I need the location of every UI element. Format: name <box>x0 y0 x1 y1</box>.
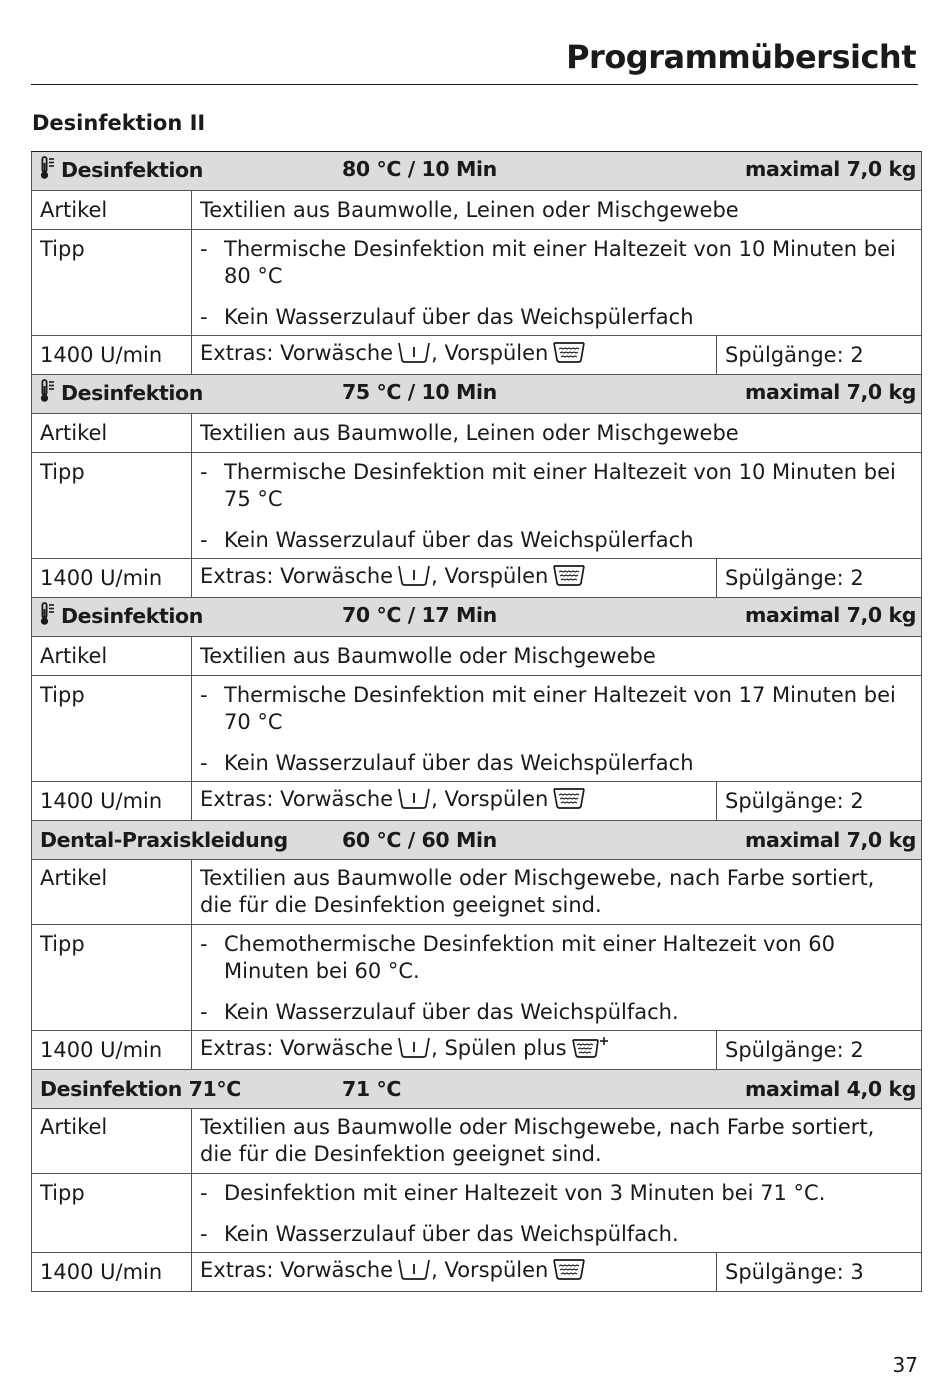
program-max-load: maximal 7,0 kg <box>745 602 917 627</box>
rinse-count: Spülgänge: 2 <box>717 336 922 375</box>
extras-second: , Spülen plus <box>431 1036 567 1060</box>
tip-dash: - <box>200 1000 208 1024</box>
thermometer-icon <box>40 379 55 410</box>
spin-speed: 1400 U/min <box>32 1253 192 1292</box>
program-footer-row <box>32 336 922 375</box>
extras-cell <box>192 336 717 375</box>
rinse-count: Spülgänge: 2 <box>717 559 922 598</box>
spin-speed: 1400 U/min <box>32 336 192 375</box>
tipp-label: Tipp <box>32 925 192 1031</box>
rinse-plus-icon <box>571 1036 609 1065</box>
program-name-group <box>40 602 342 633</box>
artikel-text: Textilien aus Baumwolle oder Mischgewebe, nach Farbe sortiert, die für die Desinfektion geeignet sind. <box>192 860 922 925</box>
tip-dash: - <box>200 237 208 261</box>
program-name: Desinfektion <box>61 603 203 628</box>
tip-dash: - <box>200 932 208 956</box>
tip-text: Thermische Desinfektion mit einer Haltezeit von 10 Minuten bei 75 °C <box>224 460 896 511</box>
artikel-row <box>32 860 922 925</box>
extras-prefix: Extras: Vorwäsche <box>200 1036 394 1060</box>
tip-item <box>200 527 913 554</box>
tip-dash: - <box>200 460 208 484</box>
tipp-row <box>32 676 922 782</box>
extras-second: , Vorspülen <box>431 787 549 811</box>
artikel-text: Textilien aus Baumwolle oder Mischgewebe <box>192 637 922 676</box>
program-name: Desinfektion 71°C <box>40 1076 241 1101</box>
program-max-load: maximal 7,0 kg <box>745 379 917 404</box>
artikel-row <box>32 414 922 453</box>
program-temp-time: 80 °C / 10 Min <box>342 156 497 181</box>
program-name-group <box>40 379 342 410</box>
tip-item <box>200 304 913 331</box>
extras-cell <box>192 1253 717 1292</box>
tip-item <box>200 931 913 985</box>
artikel-text: Textilien aus Baumwolle, Leinen oder Mischgewebe <box>192 414 922 453</box>
artikel-row <box>32 637 922 676</box>
program-footer-row <box>32 782 922 821</box>
rinse-count: Spülgänge: 3 <box>717 1253 922 1292</box>
program-name: Desinfektion <box>61 157 203 182</box>
program-name-group <box>40 1076 342 1103</box>
program-name-group <box>40 827 342 854</box>
tipp-content <box>192 925 922 1031</box>
prewash-icon <box>397 341 431 370</box>
extras-second: , Vorspülen <box>431 564 549 588</box>
tip-text: Kein Wasserzulauf über das Weichspülfach. <box>224 1000 679 1024</box>
tipp-label: Tipp <box>32 1174 192 1253</box>
extras-cell <box>192 782 717 821</box>
tip-dash: - <box>200 683 208 707</box>
program-temp-time: 60 °C / 60 Min <box>342 827 497 852</box>
tip-text: Desinfektion mit einer Haltezeit von 3 Minuten bei 71 °C. <box>224 1181 826 1205</box>
program-header-row <box>32 821 922 860</box>
page-number: 37 <box>892 1353 918 1377</box>
tip-text: Kein Wasserzulauf über das Weichspülerfach <box>224 305 694 329</box>
tipp-row <box>32 1174 922 1253</box>
tipp-label: Tipp <box>32 453 192 559</box>
thermometer-icon <box>40 602 55 633</box>
extras-second: , Vorspülen <box>431 341 549 365</box>
program-name: Desinfektion <box>61 380 203 405</box>
program-max-load: maximal 7,0 kg <box>745 827 917 852</box>
tipp-content <box>192 453 922 559</box>
extras-prefix: Extras: Vorwäsche <box>200 1258 394 1282</box>
spin-speed: 1400 U/min <box>32 559 192 598</box>
artikel-row <box>32 191 922 230</box>
prewash-icon <box>397 1036 431 1065</box>
tip-item <box>200 1221 913 1248</box>
tip-item <box>200 459 913 513</box>
tip-text: Thermische Desinfektion mit einer Haltezeit von 10 Minuten bei 80 °C <box>224 237 896 288</box>
extras-cell <box>192 1031 717 1070</box>
prewash-icon <box>397 564 431 593</box>
rinse-count: Spülgänge: 2 <box>717 782 922 821</box>
program-name-group <box>40 156 342 187</box>
program-temp-time: 70 °C / 17 Min <box>342 602 497 627</box>
tipp-row <box>32 925 922 1031</box>
prewash-icon <box>397 787 431 816</box>
artikel-label: Artikel <box>32 1109 192 1174</box>
program-temp-time: 71 °C <box>342 1076 401 1101</box>
program-header-row <box>32 1070 922 1109</box>
rinse-count: Spülgänge: 2 <box>717 1031 922 1070</box>
tip-text: Kein Wasserzulauf über das Weichspülerfach <box>224 751 694 775</box>
artikel-label: Artikel <box>32 860 192 925</box>
tipp-content <box>192 1174 922 1253</box>
artikel-label: Artikel <box>32 414 192 453</box>
program-max-load: maximal 7,0 kg <box>745 156 917 181</box>
spin-speed: 1400 U/min <box>32 782 192 821</box>
tipp-content <box>192 230 922 336</box>
program-header-row <box>32 375 922 414</box>
program-footer-row <box>32 1253 922 1292</box>
program-header-cell <box>32 375 922 414</box>
prerinse-icon <box>552 564 586 593</box>
program-footer-row <box>32 1031 922 1070</box>
prewash-icon <box>397 1258 431 1287</box>
artikel-row <box>32 1109 922 1174</box>
thermometer-icon <box>40 156 55 187</box>
tipp-label: Tipp <box>32 676 192 782</box>
tip-item <box>200 1180 913 1207</box>
extras-prefix: Extras: Vorwäsche <box>200 564 394 588</box>
tip-text: Chemothermische Desinfektion mit einer Haltezeit von 60 Minuten bei 60 °C. <box>224 932 835 983</box>
tip-dash: - <box>200 305 208 329</box>
program-header-cell <box>32 821 922 860</box>
program-footer-row <box>32 559 922 598</box>
tip-item <box>200 682 913 736</box>
program-name: Dental-Praxiskleidung <box>40 827 288 852</box>
program-table-body <box>32 152 922 1292</box>
prerinse-icon <box>552 1258 586 1287</box>
tip-dash: - <box>200 1181 208 1205</box>
section-heading: Desinfektion II <box>32 111 206 135</box>
program-header-row <box>32 598 922 637</box>
tipp-label: Tipp <box>32 230 192 336</box>
program-header-row <box>32 152 922 191</box>
tipp-content <box>192 676 922 782</box>
tip-text: Kein Wasserzulauf über das Weichspülfach. <box>224 1222 679 1246</box>
spin-speed: 1400 U/min <box>32 1031 192 1070</box>
artikel-label: Artikel <box>32 637 192 676</box>
program-header-cell <box>32 598 922 637</box>
extras-prefix: Extras: Vorwäsche <box>200 787 394 811</box>
extras-second: , Vorspülen <box>431 1258 549 1282</box>
page-title: Programmübersicht <box>566 38 916 76</box>
tipp-row <box>32 230 922 336</box>
extras-cell <box>192 559 717 598</box>
tip-item <box>200 236 913 290</box>
tip-text: Kein Wasserzulauf über das Weichspülerfach <box>224 528 694 552</box>
program-header-cell <box>32 1070 922 1109</box>
tip-dash: - <box>200 528 208 552</box>
program-header-cell <box>32 152 922 191</box>
extras-prefix: Extras: Vorwäsche <box>200 341 394 365</box>
prerinse-icon <box>552 341 586 370</box>
tip-dash: - <box>200 751 208 775</box>
program-table <box>31 151 922 1292</box>
tip-text: Thermische Desinfektion mit einer Haltezeit von 17 Minuten bei 70 °C <box>224 683 896 734</box>
artikel-text: Textilien aus Baumwolle oder Mischgewebe, nach Farbe sortiert, die für die Desinfektion geeignet sind. <box>192 1109 922 1174</box>
program-temp-time: 75 °C / 10 Min <box>342 379 497 404</box>
artikel-label: Artikel <box>32 191 192 230</box>
tip-item <box>200 750 913 777</box>
title-rule <box>31 84 918 85</box>
prerinse-icon <box>552 787 586 816</box>
tip-item <box>200 999 913 1026</box>
program-max-load: maximal 4,0 kg <box>745 1076 917 1101</box>
artikel-text: Textilien aus Baumwolle, Leinen oder Mischgewebe <box>192 191 922 230</box>
tipp-row <box>32 453 922 559</box>
tip-dash: - <box>200 1222 208 1246</box>
